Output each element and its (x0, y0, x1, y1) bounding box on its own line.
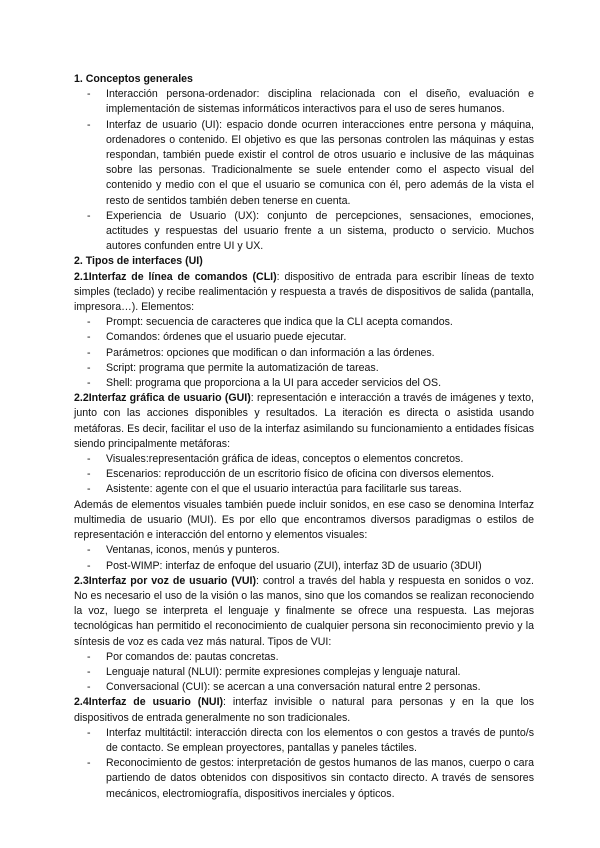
nui-text: : interfaz invisible o natural para personas y en la que los dispositivos de entrada generalmente no son tradicionales. (74, 696, 534, 724)
list-item: - Reconocimiento de gestos: interpretación de gestos humanos de las manos, cuerpo o cara partiendo de datos obtenidos con dispositivos sin contacto directo. A través de sensores mecánicos, electromiografía, dispositivos inerciales y ópticos. (74, 756, 534, 802)
section-1-heading: 1. Conceptos generales (74, 73, 193, 85)
document-page (74, 72, 534, 802)
list-item: - Ventanas, iconos, menús y punteros. (74, 543, 534, 558)
gui-para: Además de elementos visuales también puede incluir sonidos, en ese caso se denomina Interfaz multimedia de usuario (MUI). Es por ello que encontramos diversos paradigmas o estilos de representación e interacción del entorno y elementos visuales: (74, 498, 534, 542)
list-item: - Interacción persona-ordenador: disciplina relacionada con el diseño, evaluación e implementación de sistemas informáticos interactivos para el uso de seres humanos. (74, 87, 534, 117)
gui-text: : representación e interacción a través de imágenes y texto, junto con las acciones disponibles y resultados. La iteración es directa o asistida usando metáforas. Es decir, facilitar el uso de la interfaz asimilando su funcionamiento a entidades físicas siendo principalmente metáforas: (74, 392, 534, 450)
list-item: - Interfaz multitáctil: interacción directa con los elementos o con gestos a través de punto/s de contacto. Se emplean proyectores, pantallas y paneles táctiles. (74, 726, 534, 756)
gui-heading: 2.2Interfaz gráfica de usuario (GUI) (74, 392, 251, 405)
gui-paragraph (74, 391, 534, 452)
list-item: - Conversacional (CUI): se acercan a una conversación natural entre 2 personas. (74, 680, 534, 695)
list-item: - Parámetros: opciones que modifican o dan información a las órdenes. (74, 346, 534, 361)
vui-heading: 2.3Interfaz por voz de usuario (VUI) (74, 574, 257, 587)
list-item: - Shell: programa que proporciona a la UI para acceder servicios del OS. (74, 376, 534, 391)
list-item: - Prompt: secuencia de caracteres que indica que la CLI acepta comandos. (74, 315, 534, 330)
list-item: - Visuales:representación gráfica de ideas, conceptos o elementos concretos. (74, 452, 534, 467)
nui-paragraph (74, 695, 534, 725)
section-2-heading: 2. Tipos de interfaces (UI) (74, 255, 203, 268)
nui-heading: 2.4Interfaz de usuario (NUI) (74, 696, 224, 709)
list-item: - Escenarios: reproducción de un escritorio físico de oficina con diversos elementos. (74, 467, 534, 482)
list-item: - Post-WIMP: interfaz de enfoque del usuario (ZUI), interfaz 3D de usuario (3DUI) (74, 559, 534, 574)
list-item: - Lenguaje natural (NLUI): permite expresiones complejas y lenguaje natural. (74, 665, 534, 680)
cli-text: : dispositivo de entrada para escribir líneas de texto simples (teclado) y recibe realimentación y respuesta a través de dispositivos de salida (pantalla, impresora…). Elementos: (74, 270, 534, 314)
cli-heading: 2.1Interfaz de línea de comandos (CLI) (74, 270, 277, 283)
list-item: - Comandos: órdenes que el usuario puede ejecutar. (74, 330, 534, 345)
list-item: - Por comandos de: pautas concretas. (74, 650, 534, 665)
vui-text: : control a través del habla y respuesta en sonidos o voz. No es necesario el uso de la visión o las manos, sino que los comandos se realizan reconociendo la voz, luego se interpreta el lenguaje y finalmente se ofrece una respuesta. Las mejoras tecnológicas han permitido el reconocimiento de cualquier persona sin reconocimiento previo y la síntesis de voz es cada vez más natural. Tipos de VUI: (74, 574, 534, 648)
cli-paragraph (74, 270, 534, 316)
list-item: - Script: programa que permite la automatización de tareas. (74, 361, 534, 376)
list-item: - Interfaz de usuario (UI): espacio donde ocurren interacciones entre persona y máquina, ordenadores o contenido. El objetivo es que las personas controlen las máquinas y estas respondan, también puede existir el control de otros usuario e inclusive de las máquinas sobre las personas. Tradicionalmente se suele entender como el aspecto visual del contenido y medio con el que el usuario se comunica con él, pero además de la vista el resto de sentidos también deben tenerse en cuenta. (74, 118, 534, 209)
list-item: - Experiencia de Usuario (UX): conjunto de percepciones, sensaciones, emociones, actitudes y respuestas del usuario frente a un sistema, producto o servicio. Muchos autores confunden entre UI y UX. (74, 209, 534, 255)
list-item: - Asistente: agente con el que el usuario interactúa para facilitarle sus tareas. (74, 482, 534, 497)
vui-paragraph (74, 574, 534, 650)
